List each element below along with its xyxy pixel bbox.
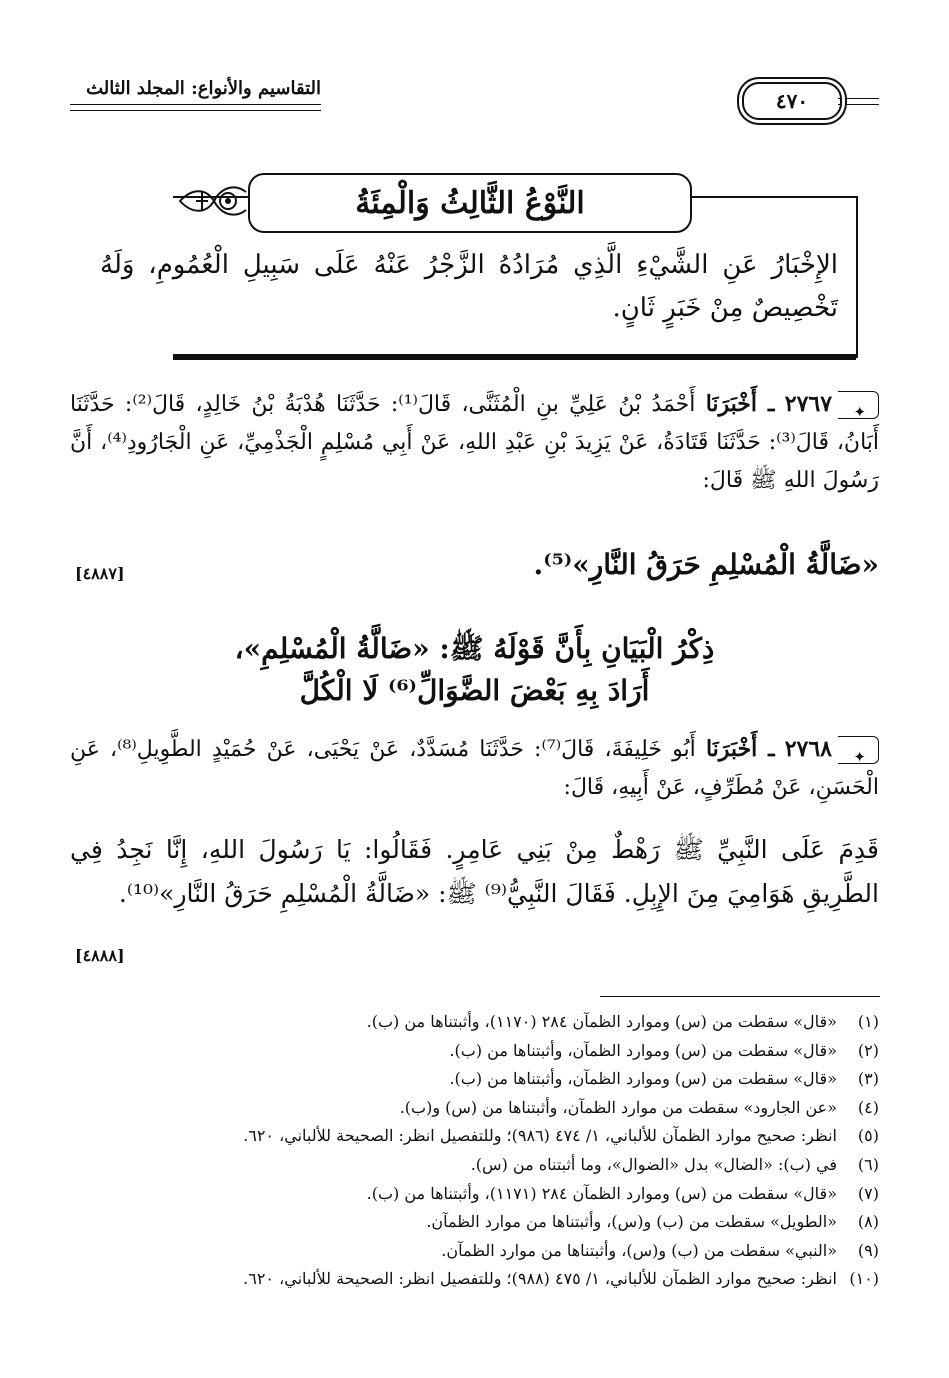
footnote-rule xyxy=(600,996,880,997)
hadith-text: أَحْمَدُ بْنُ عَلِيِّ بنِ الْمُثَنَّى، قَالَ⁽¹⁾: حَدَّثَنَا هُدْبَةُ بْنُ خَالِدٍ، قَالَ⁽²⁾: حَدَّثَنَا أَبَانُ، قَالَ⁽³⁾: حَدَّثَنَا قَتَادَةُ، عَنْ يَزِيدَ بْنِ عَبْدِ اللهِ، عَنْ أَبِي مُسْلِمٍ الْجَذْمِيِّ، عَنِ الْجَارُودِ⁽⁴⁾، أَنَّ رَسُولَ اللهِ ﷺ قَالَ: xyxy=(70,392,880,493)
footnote: (٤) «عن الجارود» سقطت من موارد الظمآن، وأثبتناها من (س) و(ب). xyxy=(399,1097,879,1117)
hadith-marker-icon xyxy=(838,736,879,764)
hadith-lead: ـ أَخْبَرَنَا xyxy=(705,736,775,762)
hadith-reference: [٤٨٨٨] xyxy=(75,946,125,965)
footnote: (٨) «الطويل» سقطت من (ب) و(س)، وأثبتناها من موارد الظمآن. xyxy=(426,1212,879,1232)
hadith-number: ٢٧٦٨ xyxy=(784,736,832,762)
header-rule-left xyxy=(70,104,321,105)
hadith-reference: [٤٨٨٧] xyxy=(75,564,125,583)
chapter-title: النَّوْعُ الثَّالِثُ وَالْمِئَةُ xyxy=(248,173,692,233)
header-rule-right xyxy=(838,98,879,99)
footnote: (٩) «النبي» سقطت من (ب) و(س)، وأثبتناها من موارد الظمآن. xyxy=(441,1240,879,1260)
running-title: التقاسيم والأنواع: المجلد الثالث xyxy=(86,78,321,99)
hadith-body: قَدِمَ عَلَى النَّبِيِّ ﷺ رَهْطٌ مِنْ بَنِي عَامِرٍ. فَقَالُوا: يَا رَسُولَ اللهِ، إِنَّا نَجِدُ فِي الطَّرِيقِ هَوَامِيَ مِنَ الإِبِلِ. فَقَالَ النَّبِيُّ⁽⁹⁾ ﷺ: «ضَالَّةُ الْمُسْلِمِ حَرَقُ النَّارِ»⁽¹⁰⁾. xyxy=(70,835,879,908)
footnote: (٧) «قال» سقطت من (س) وموارد الظمآن ٢٨٤ (١١٧١)، وأثبتناها من (ب). xyxy=(366,1183,879,1203)
footnote: (١٠) انظر: صحيح موارد الظمآن للألباني، ١/ ٤٧٥ (٩٨٨)؛ وللتفصيل انظر: الصحيحة للألباني، ٦٢٠. xyxy=(243,1269,879,1289)
footnote: (٢) «قال» سقطت من (س) وموارد الظمآن، وأثبتناها من (ب). xyxy=(449,1040,879,1060)
hadith-2767 xyxy=(70,385,879,500)
footnotes xyxy=(70,1008,879,1294)
page-number: ٤٧٠ xyxy=(742,82,842,120)
header-rule-left-2 xyxy=(70,110,321,111)
header-rule-right-2 xyxy=(838,104,879,105)
section-title-line1: ذِكْرُ الْبَيَانِ بِأَنَّ قَوْلَهُ ﷺ: «ضَالَّةُ الْمُسْلِمِ»، xyxy=(234,632,715,665)
hadith-2768 xyxy=(70,730,879,807)
hadith-text: أَبُو خَلِيفَةَ، قَالَ⁽⁷⁾: حَدَّثَنَا مُسَدَّدٌ، عَنْ يَحْيَى، عَنْ حُمَيْدٍ الطَّوِيلِ⁽⁸⁾، عَنِ الْحَسَنِ، عَنْ مُطَرِّفٍ، عَنْ أَبِيهِ، قَالَ: xyxy=(70,737,879,800)
hadith-number: ٢٧٦٧ xyxy=(784,391,833,417)
chapter-description: الإِخْبَارُ عَنِ الشَّيْءِ الَّذِي مُرَادُهُ الزَّجْرُ عَنْهُ عَلَى سَبِيلِ الْعُمُومِ، وَلَهُ تَخْصِيصٌ مِنْ خَبَرٍ ثَانٍ. xyxy=(100,250,838,323)
hadith-marker-icon xyxy=(838,391,879,419)
chapter-bottom-rule xyxy=(173,354,856,360)
hadith-lead: ـ أَخْبَرَنَا xyxy=(705,391,775,417)
hadith-quote: «ضَالَّةُ الْمُسْلِمِ حَرَقُ النَّارِ»⁽⁵⁾. xyxy=(533,548,879,581)
footnote: (٣) «قال» سقطت من (س) وموارد الظمآن، وأثبتناها من (ب). xyxy=(449,1069,879,1089)
section-title-line2: أَرَادَ بِهِ بَعْضَ الضَّوَالِّ⁽⁶⁾ لَا الْكُلَّ xyxy=(299,674,650,707)
ornament-icon xyxy=(176,170,250,232)
footnote: (٥) انظر: صحيح موارد الظمآن للألباني، ١/ ٤٧٤ (٩٨٦)؛ وللتفصيل انظر: الصحيحة للألباني، ٦٢٠. xyxy=(243,1126,879,1146)
footnote: (٦) في (ب): «الضال» بدل «الضوال»، وما أثبتناه من (س). xyxy=(470,1154,879,1174)
footnote: (١) «قال» سقطت من (س) وموارد الظمآن ٢٨٤ (١١٧٠)، وأثبتناها من (ب). xyxy=(366,1012,879,1031)
